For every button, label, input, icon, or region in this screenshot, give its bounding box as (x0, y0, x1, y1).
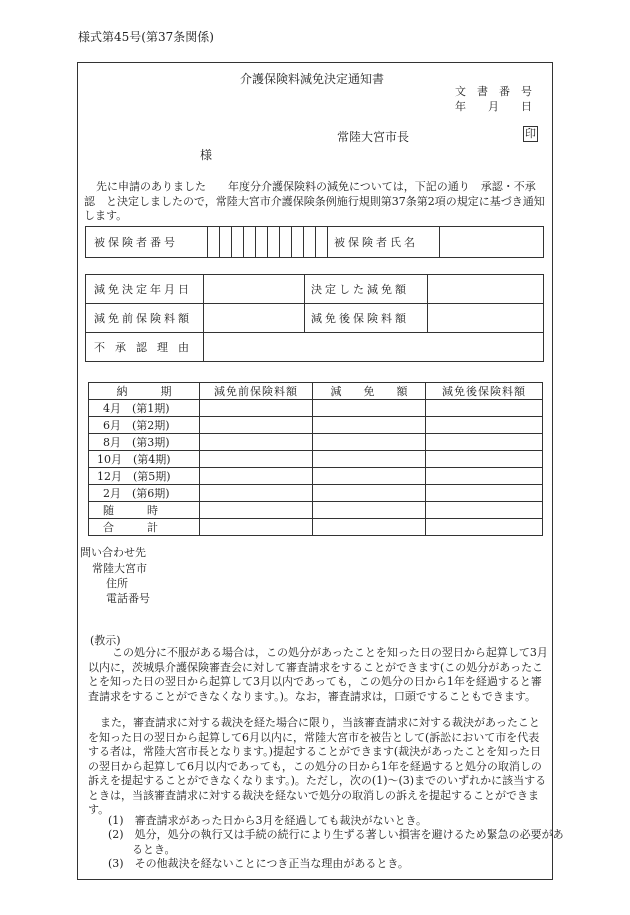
decided-amount-label: 決定した減免額 (305, 275, 428, 304)
period-header: 減 免 額 (313, 383, 426, 400)
period-cell[interactable] (200, 468, 313, 485)
period-cell[interactable] (200, 400, 313, 417)
period-cell[interactable] (200, 502, 313, 519)
insured-number-digit[interactable] (292, 227, 304, 258)
document-number: 文 書 番 号 (455, 85, 532, 98)
period-cell[interactable] (200, 519, 313, 536)
period-cell[interactable] (200, 485, 313, 502)
period-cell[interactable] (313, 468, 426, 485)
period-cell[interactable] (426, 417, 543, 434)
period-cell[interactable] (313, 451, 426, 468)
contact-org: 常陸大宮市 (92, 562, 147, 575)
period-cell[interactable] (426, 400, 543, 417)
document-date: 年 月 日 (455, 100, 532, 113)
period-row-label: 8月 (第3期) (89, 434, 200, 451)
contact-phone: 電話番号 (106, 592, 150, 605)
insured-number-digit[interactable] (280, 227, 292, 258)
decided-amount-field[interactable] (428, 275, 544, 304)
insured-name-field[interactable] (440, 227, 544, 258)
period-cell[interactable] (313, 400, 426, 417)
period-cell[interactable] (200, 451, 313, 468)
insured-number-digit[interactable] (220, 227, 232, 258)
period-cell[interactable] (426, 468, 543, 485)
before-amount-label: 減免前保険料額 (86, 304, 204, 333)
insured-number-label: 被保険者番号 (86, 227, 208, 258)
period-row-label: 12月 (第5期) (89, 468, 200, 485)
insured-number-digit[interactable] (316, 227, 328, 258)
period-cell[interactable] (313, 485, 426, 502)
period-header: 減免後保険料額 (426, 383, 543, 400)
insured-number-digit[interactable] (256, 227, 268, 258)
after-amount-label: 減免後保険料額 (305, 304, 428, 333)
period-cell[interactable] (313, 519, 426, 536)
insured-number-digit[interactable] (244, 227, 256, 258)
period-table (88, 382, 543, 536)
seal-mark: 印 (525, 127, 536, 140)
period-row-label: 2月 (第6期) (89, 485, 200, 502)
notice-heading: (教示) (90, 634, 121, 647)
decision-date-field[interactable] (204, 275, 305, 304)
insured-number-digit[interactable] (232, 227, 244, 258)
insured-name-label: 被保険者氏名 (328, 227, 440, 258)
notice-paragraph-1: この処分に不服がある場合は，この処分があったことを知った日の翌日から起算して3月以内に，茨城県介護保険審査会に対して審査請求をすることができます(この処分があったことを知った日の翌日から起算して3月以内であっても，この処分の日から1年を経過すると審査請求をすることができなくなります。)。なお，審査請求は，口頭ですることもできます。 (88, 646, 548, 703)
period-cell[interactable] (426, 519, 543, 536)
period-cell[interactable] (313, 502, 426, 519)
period-cell[interactable] (313, 434, 426, 451)
insured-table (85, 226, 544, 258)
insured-number-digit[interactable] (304, 227, 316, 258)
notice-item-2: (2) 処分，処分の執行又は手続の続行により生ずる著しい損害を避けるため緊急の必要があるとき。 (108, 828, 564, 856)
period-cell[interactable] (200, 434, 313, 451)
notice-item-1: (1) 審査請求があった日から3月を経過しても裁決がないとき。 (108, 814, 428, 827)
period-row-label: 10月 (第4期) (89, 451, 200, 468)
period-row-label: 6月 (第2期) (89, 417, 200, 434)
insured-number-digit[interactable] (268, 227, 280, 258)
insured-number-digit[interactable] (208, 227, 220, 258)
period-header: 減免前保険料額 (200, 383, 313, 400)
period-cell[interactable] (426, 502, 543, 519)
after-amount-field[interactable] (428, 304, 544, 333)
intro-text: 先に申請のありました 年度分介護保険料の減免については，下記の通り 承認・不承認 と決定しましたので，常陸大宮市介護保険条例施行規則第37条第2項の規定に基づき通知します。 (84, 180, 545, 222)
period-row-label: 随 時 (89, 502, 200, 519)
document-title: 介護保険料減免決定通知書 (240, 72, 385, 86)
period-cell[interactable] (426, 434, 543, 451)
form-reference: 様式第45号(第37条関係) (78, 30, 214, 44)
disapproval-reason-field[interactable] (204, 333, 544, 362)
addressee-suffix: 様 (200, 148, 213, 162)
issuer: 常陸大宮市長 (337, 130, 410, 144)
period-cell[interactable] (200, 417, 313, 434)
decision-table (85, 274, 544, 362)
notice-paragraph-2: また，審査請求に対する裁決を経た場合に限り，当該審査請求に対する裁決があったことを知った日の翌日から起算して6月以内に，常陸大宮市を被告として(訴訟において市を代表する者は，常陸大宮市長となります。)提起することができます(裁決があったことを知った日の翌日から起算して6月以内であっても，この処分の日から1年を経過すると処分の取消しの訴えを提起することができなくなります。)。ただし，次の(1)～(3)までのいずれかに該当するときは，当該審査請求に対する裁決を経ないで処分の取消しの訴えを提起することができます。 (88, 716, 547, 816)
disapproval-reason-label: 不承認理由 (86, 333, 204, 362)
period-cell[interactable] (426, 451, 543, 468)
decision-date-label: 減免決定年月日 (86, 275, 204, 304)
period-cell[interactable] (313, 417, 426, 434)
before-amount-field[interactable] (204, 304, 305, 333)
period-header: 納 期 (89, 383, 200, 400)
period-row-label: 4月 (第1期) (89, 400, 200, 417)
notice-item-3: (3) その他裁決を経ないことにつき正当な理由があるとき。 (108, 857, 409, 870)
period-cell[interactable] (426, 485, 543, 502)
contact-heading: 問い合わせ先 (80, 546, 146, 559)
period-total-label: 合 計 (89, 519, 200, 536)
contact-address: 住所 (106, 577, 128, 590)
